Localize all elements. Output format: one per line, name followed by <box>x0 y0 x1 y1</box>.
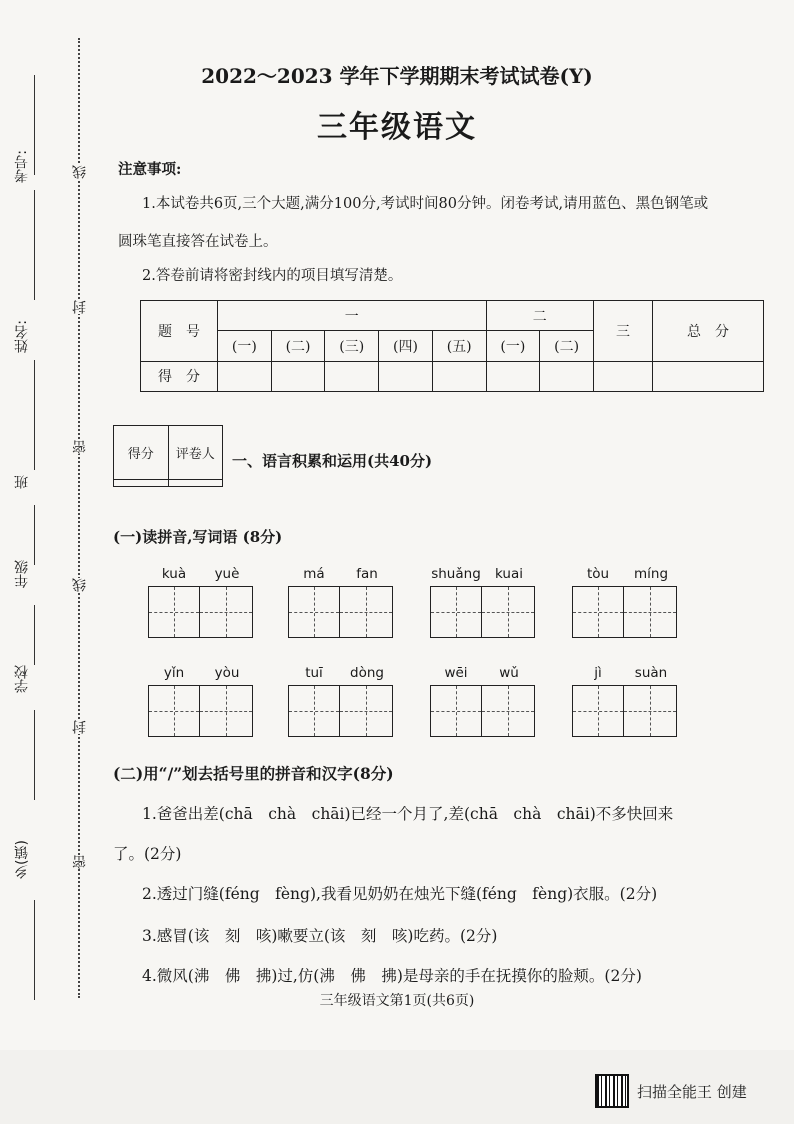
pinyin-syllable: wēi <box>444 665 468 681</box>
score-cell[interactable] <box>486 361 540 391</box>
pinyin-syllable: tòu <box>586 566 610 582</box>
fill-line <box>34 190 35 300</box>
score-cell[interactable] <box>218 361 272 391</box>
grader-name-cell[interactable] <box>168 479 223 486</box>
pinyin-syllable: yòu <box>214 665 240 681</box>
notice-item-2: 2.答卷前请将密封线内的项目填写清楚。 <box>142 268 403 284</box>
grader-score-label: 得分 <box>114 426 169 480</box>
grader-table <box>113 425 223 487</box>
sub-header: (一) <box>486 331 540 361</box>
write-box[interactable] <box>482 685 535 737</box>
field-exam-number: 考号: <box>14 150 30 183</box>
seal-mark-secret: 密 <box>72 855 88 869</box>
pinyin-syllable: tuī <box>305 665 323 681</box>
field-class: 班 <box>14 475 30 489</box>
score-cell[interactable] <box>325 361 379 391</box>
write-box[interactable] <box>340 586 393 638</box>
seal-mark-seal: 封 <box>72 300 88 314</box>
sub-header: (一) <box>218 331 272 361</box>
notice-item-1-line-2: 圆珠笔直接答在试卷上。 <box>118 234 278 250</box>
field-township: 乡(镇) <box>14 840 30 879</box>
pinyin-syllable: míng <box>633 566 669 582</box>
score-table <box>140 300 764 392</box>
pinyin-syllable: dòng <box>350 665 384 681</box>
write-box[interactable] <box>430 586 482 638</box>
write-box[interactable] <box>148 586 200 638</box>
fill-line <box>34 900 35 1000</box>
pinyin-syllable: wǔ <box>499 665 519 681</box>
fill-line <box>34 605 35 665</box>
score-cell[interactable] <box>379 361 433 391</box>
score-cell[interactable] <box>653 361 764 391</box>
watermark-text: 扫描全能王 创建 <box>637 1082 747 1101</box>
qr-code-icon <box>595 1074 629 1108</box>
sub-header: (二) <box>540 331 594 361</box>
scanner-watermark <box>595 1074 747 1108</box>
binding-strip <box>0 30 90 1030</box>
write-box[interactable] <box>288 685 340 737</box>
grader-name-label: 评卷人 <box>168 426 223 480</box>
pinyin-syllable: shuǎng <box>431 566 481 582</box>
group-1-header: 一 <box>218 301 487 331</box>
write-box[interactable] <box>430 685 482 737</box>
write-box[interactable] <box>624 586 677 638</box>
section-1-title: 一、语言积累和运用(共40分) <box>232 452 433 470</box>
question-2: 2.透过门缝(féng fèng),我看见奶奶在烛光下缝(féng fèng)衣服。(2分) <box>142 885 658 903</box>
score-cell[interactable] <box>540 361 594 391</box>
pinyin-syllable: kuai <box>495 566 523 582</box>
field-grade: 年级 <box>14 560 30 588</box>
pinyin-syllable: jì <box>594 665 602 681</box>
exam-title: 三年级语文 <box>317 110 477 145</box>
notice-item-1-line-1: 1.本试卷共6页,三个大题,满分100分,考试时间80分钟。闭卷考试,请用蓝色、黑色钢笔或 <box>142 196 709 212</box>
question-4: 4.微风(沸 佛 拂)过,仿(沸 佛 拂)是母亲的手在抚摸你的脸颊。(2分) <box>142 967 642 985</box>
write-box[interactable] <box>200 586 253 638</box>
seal-mark-line: 线 <box>72 578 88 592</box>
pinyin-syllable: kuà <box>161 566 187 582</box>
notice-heading: 注意事项: <box>118 161 182 178</box>
group-2-header: 二 <box>486 301 593 331</box>
fill-line <box>34 505 35 565</box>
page-footer: 三年级语文第1页(共6页) <box>319 993 475 1009</box>
question-1-line-2: 了。(2分) <box>113 845 182 863</box>
sub-header: (三) <box>325 331 379 361</box>
pinyin-syllable: yuè <box>214 566 240 582</box>
part-2-title: (二)用“/”划去括号里的拼音和汉字(8分) <box>113 764 394 783</box>
row-head-question: 题 号 <box>141 301 218 362</box>
write-box[interactable] <box>572 586 624 638</box>
write-box[interactable] <box>624 685 677 737</box>
fill-line <box>34 360 35 470</box>
pinyin-syllable: má <box>303 566 325 582</box>
write-box[interactable] <box>288 586 340 638</box>
fill-line <box>34 710 35 800</box>
seal-mark-seal: 封 <box>72 720 88 734</box>
seal-mark-line: 线 <box>72 165 88 179</box>
score-cell[interactable] <box>271 361 325 391</box>
part-1-title: (一)读拼音,写词语 (8分) <box>113 528 283 546</box>
sub-header: (二) <box>271 331 325 361</box>
write-box[interactable] <box>572 685 624 737</box>
pinyin-syllable: yǐn <box>163 665 185 681</box>
seal-mark-secret: 密 <box>72 440 88 454</box>
pinyin-syllable: fan <box>356 566 378 582</box>
total-header: 总 分 <box>653 301 764 362</box>
field-name: 姓名: <box>14 320 30 353</box>
grader-score-cell[interactable] <box>114 479 169 486</box>
sub-header: (四) <box>379 331 433 361</box>
group-3-header: 三 <box>594 301 653 362</box>
pinyin-syllable: suàn <box>634 665 668 681</box>
write-box[interactable] <box>200 685 253 737</box>
row-head-score: 得 分 <box>141 361 218 391</box>
sub-header: (五) <box>432 331 486 361</box>
question-3: 3.感冒(该 刻 咳)嗽要立(该 刻 咳)吃药。(2分) <box>142 927 498 945</box>
score-cell[interactable] <box>594 361 653 391</box>
write-box[interactable] <box>482 586 535 638</box>
field-school: 学校 <box>14 665 30 693</box>
question-1-line-1: 1.爸爸出差(chā chà chāi)已经一个月了,差(chā chà chāi)不多快回来 <box>142 805 674 823</box>
seal-dotted-line <box>78 38 80 998</box>
exam-header: 2022～2023 学年下学期期末考试试卷(Y) <box>201 64 593 88</box>
write-box[interactable] <box>340 685 393 737</box>
score-cell[interactable] <box>432 361 486 391</box>
write-box[interactable] <box>148 685 200 737</box>
